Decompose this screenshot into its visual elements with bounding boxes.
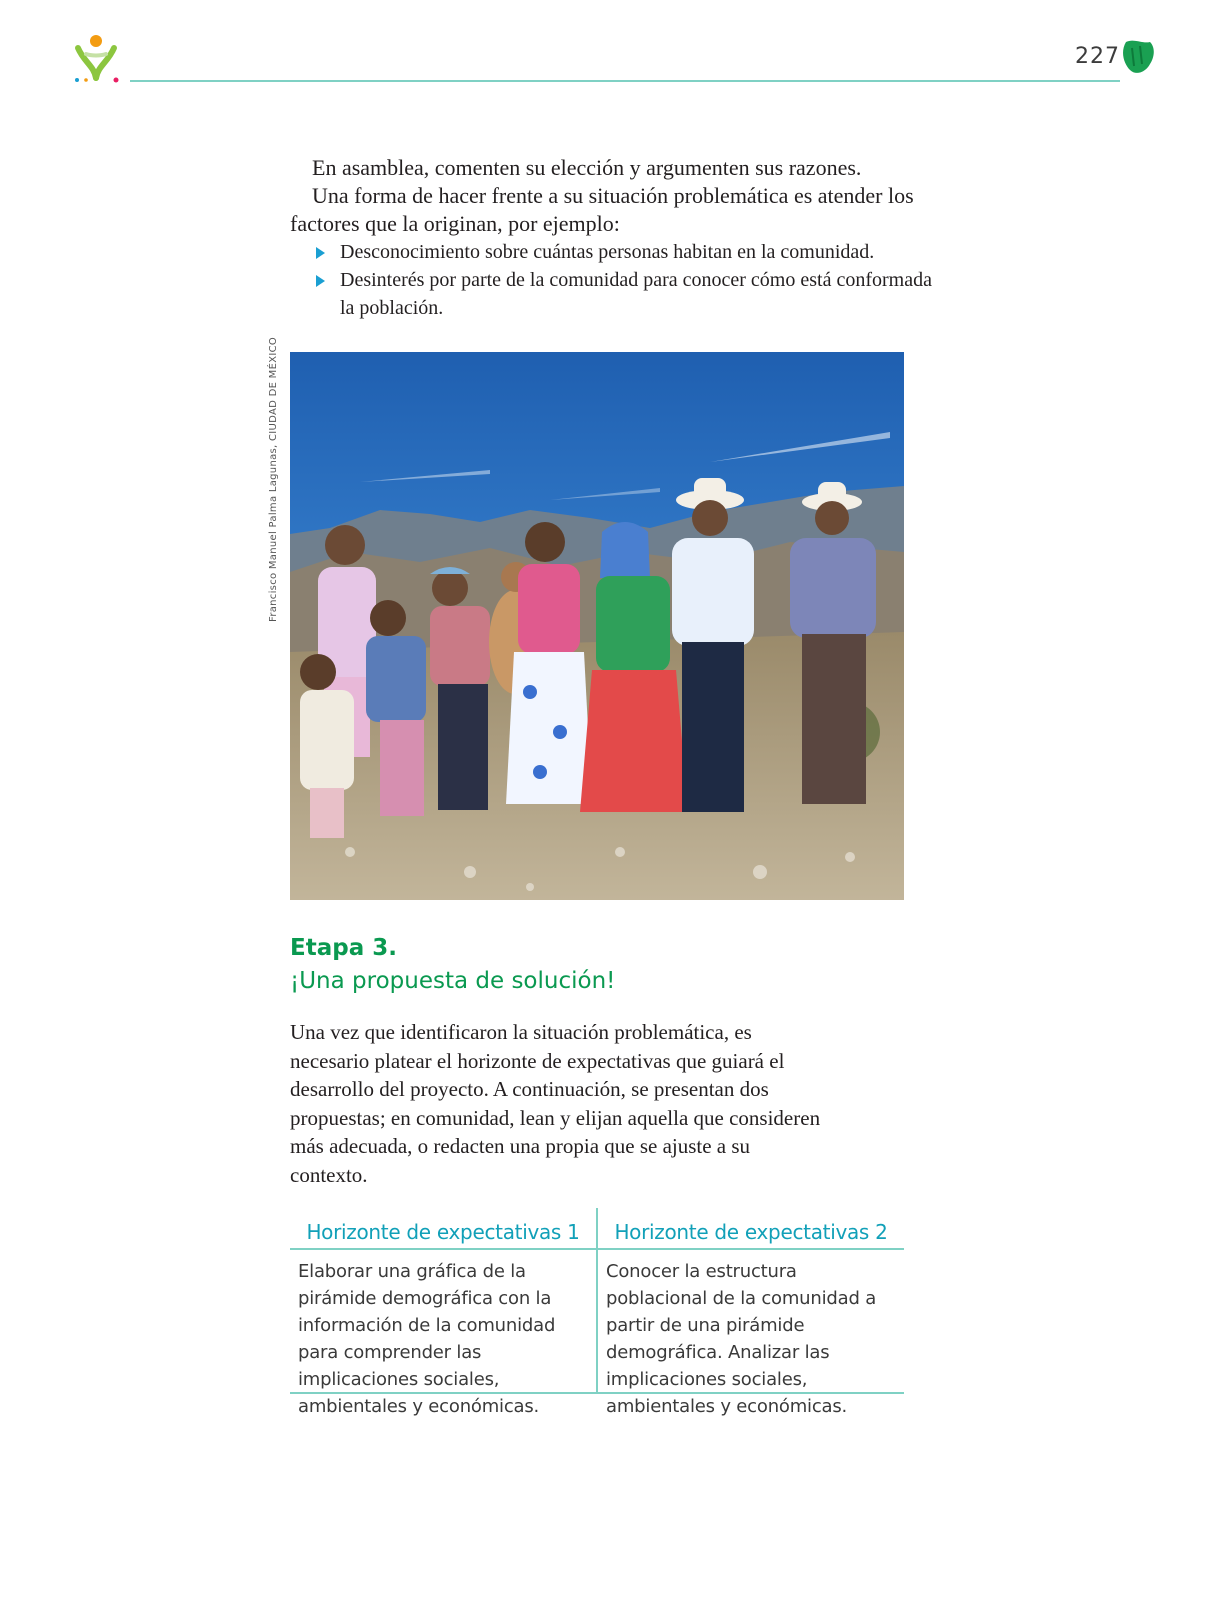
bullet-triangle-icon xyxy=(316,247,325,259)
table-header-2: Horizonte de expectativas 2 xyxy=(614,1220,888,1244)
table-cell-2: Conocer la estructura poblacional de la comunidad a partir de una pirámide demográfica. Analizar las implicaciones sociales, ambientales y económicas. xyxy=(606,1261,877,1417)
factor-list xyxy=(312,238,932,322)
list-item: Desinterés por parte de la comunidad para conocer cómo está conformada la población. xyxy=(312,266,932,322)
intro-line-1: En asamblea, comenten su elección y argumenten sus razones. xyxy=(312,155,862,180)
table-column-1 xyxy=(290,1208,596,1417)
section-body: Una vez que identificaron la situación problemática, es necesario platear el horizonte de expectativas que guiará el desarrollo del proyecto. A continuación, se presentan dos propuestas; en comunidad, lean y elijan aquella que consideren más adecuada, o redacten una propia que se ajuste a su contexto. xyxy=(290,1020,821,1187)
table-cell-1: Elaborar una gráfica de la pirámide demográfica con la información de la comunidad para comprender las implicaciones sociales, ambientales y económicas. xyxy=(298,1261,556,1417)
table-bottom-rule xyxy=(290,1392,904,1394)
table-header-1: Horizonte de expectativas 1 xyxy=(306,1220,580,1244)
header-rule xyxy=(130,80,1120,82)
table-column-2 xyxy=(598,1208,904,1417)
expectations-table xyxy=(290,1208,904,1417)
page-number: 227 xyxy=(1075,44,1120,69)
people-logo-icon xyxy=(70,32,126,86)
section-subtitle: ¡Una propuesta de solución! xyxy=(290,968,616,994)
list-item: Desconocimiento sobre cuántas personas habitan en la comunidad. xyxy=(312,238,932,266)
intro-line-2: Una forma de hacer frente a su situación problemática es atender los factores que la originan, por ejemplo: xyxy=(290,183,914,236)
table-header-rule xyxy=(290,1248,904,1250)
bullet-triangle-icon xyxy=(316,275,325,287)
community-photo xyxy=(290,352,904,900)
green-blob-icon xyxy=(1120,38,1156,76)
section-heading xyxy=(290,932,615,998)
photo-credit: Francisco Manuel Palma Lagunas, CIUDAD DE MÉXICO xyxy=(268,336,279,622)
section-title: Etapa 3. xyxy=(290,935,397,961)
